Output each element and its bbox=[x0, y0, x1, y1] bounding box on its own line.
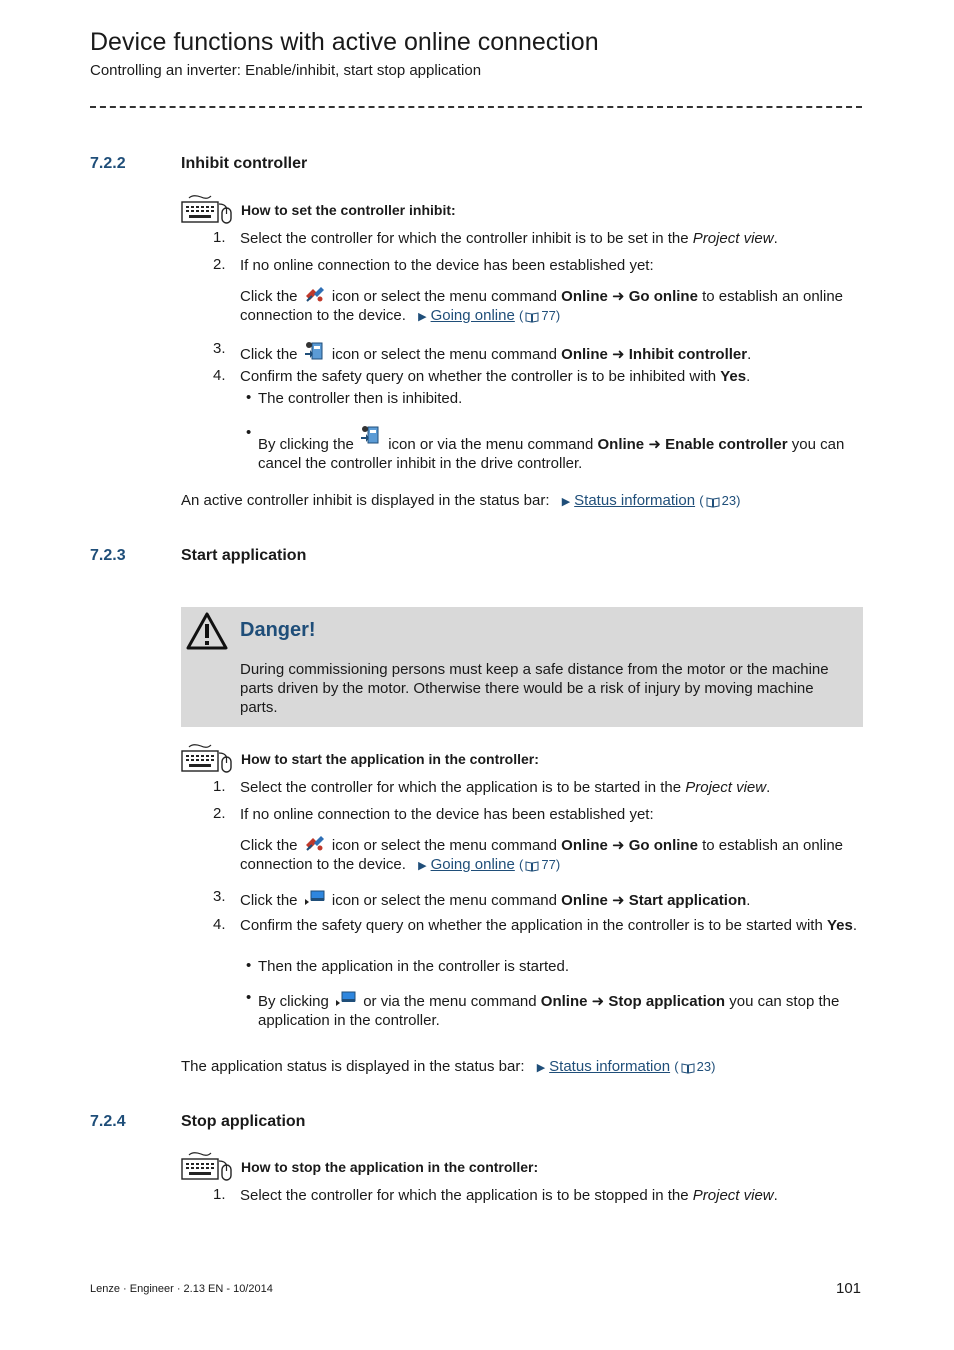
keyboard-mouse-icon bbox=[181, 194, 233, 226]
page-subtitle: Controlling an inverter: Enable/inhibit, start stop application bbox=[90, 62, 482, 79]
step-number: 3. bbox=[213, 340, 226, 357]
step-text: Click the icon or select the menu command Online ➜ Inhibit controller. bbox=[240, 340, 865, 364]
inhibit-controller-icon[interactable] bbox=[304, 340, 326, 362]
bullet-text: The controller then is inhibited. bbox=[258, 390, 463, 407]
book-icon bbox=[706, 496, 720, 508]
bullet: • bbox=[246, 989, 252, 1006]
bullet: • bbox=[246, 957, 252, 974]
keyboard-mouse-icon bbox=[181, 743, 233, 775]
section-number: 7.2.3 bbox=[90, 547, 126, 564]
page-reference[interactable]: ( 77) bbox=[519, 308, 561, 323]
page-reference[interactable]: ( 23) bbox=[699, 493, 741, 508]
step-number: 2. bbox=[213, 805, 226, 822]
status-paragraph: The application status is displayed in the status bar: ▶ Status information ( 23) bbox=[181, 1058, 716, 1075]
danger-title: Danger! bbox=[240, 619, 316, 641]
section-title: Start application bbox=[181, 547, 307, 564]
step-text: If no online connection to the device has been established yet: bbox=[240, 257, 654, 274]
step-number: 1. bbox=[213, 229, 226, 246]
section-number: 7.2.2 bbox=[90, 155, 126, 172]
page-reference[interactable]: ( 77) bbox=[519, 857, 561, 872]
page-title: Device functions with active online connection bbox=[90, 28, 599, 56]
going-online-link[interactable]: Going online bbox=[430, 856, 515, 873]
go-online-icon[interactable] bbox=[304, 284, 326, 304]
bullet: • bbox=[246, 389, 252, 406]
start-application-icon[interactable] bbox=[304, 888, 326, 908]
stop-application-icon[interactable] bbox=[335, 989, 357, 1009]
bullet-text: By clicking or via the menu command Online ➜ Stop application you can stop the application in the controller. bbox=[258, 989, 858, 1030]
howto-heading bbox=[181, 743, 539, 775]
book-icon bbox=[525, 860, 539, 872]
step-text: Confirm the safety query on whether the controller is to be inhibited with Yes. bbox=[240, 368, 751, 385]
section-number: 7.2.4 bbox=[90, 1113, 126, 1130]
book-icon bbox=[681, 1062, 695, 1074]
step-text: Click the icon or select the menu command Online ➜ Start application. bbox=[240, 888, 865, 910]
page-reference[interactable]: ( 23) bbox=[674, 1059, 716, 1074]
bullet-text: By clicking the icon or via the menu command Online ➜ Enable controller you can cancel the controller inhibit in the drive controller. bbox=[258, 424, 858, 473]
link-arrow-icon: ▶ bbox=[561, 496, 571, 508]
link-arrow-icon: ▶ bbox=[418, 860, 427, 872]
step-text: Select the controller for which the controller inhibit is to be set in the Project view. bbox=[240, 230, 778, 247]
footer-text: Lenze · Engineer · 2.13 EN - 10/2014 bbox=[90, 1283, 273, 1295]
danger-text: During commissioning persons must keep a safe distance from the motor or the machine parts driven by the motor. Otherwise there would be a risk of injury by moving machine parts. bbox=[240, 661, 829, 716]
step-number: 4. bbox=[213, 367, 226, 384]
bullet: • bbox=[246, 424, 252, 441]
step-number: 2. bbox=[213, 256, 226, 273]
step-number: 3. bbox=[213, 888, 226, 905]
status-paragraph: An active controller inhibit is displayed in the status bar: ▶ Status information ( 23) bbox=[181, 492, 741, 509]
status-information-link[interactable]: Status information bbox=[574, 492, 696, 509]
book-icon bbox=[525, 311, 539, 323]
howto-heading bbox=[181, 194, 456, 226]
link-arrow-icon: ▶ bbox=[418, 311, 427, 323]
enable-controller-icon[interactable] bbox=[360, 424, 382, 446]
howto-label: How to stop the application in the controller: bbox=[241, 1159, 539, 1175]
howto-label: How to set the controller inhibit: bbox=[241, 202, 456, 218]
step-number: 1. bbox=[213, 778, 226, 795]
step-detail: Click the icon or select the menu command Online ➜ Go online to establish an online connection to the device. ▶ Going online ( 77) bbox=[240, 833, 865, 876]
keyboard-mouse-icon bbox=[181, 1151, 233, 1183]
header-divider bbox=[90, 106, 862, 108]
step-text: Confirm the safety query on whether the application in the controller is to be started with Yes. bbox=[240, 917, 858, 934]
status-information-link[interactable]: Status information bbox=[549, 1058, 671, 1075]
section-title: Stop application bbox=[181, 1113, 306, 1130]
step-detail: Click the icon or select the menu command Online ➜ Go online to establish an online connection to the device. ▶ Going online ( 77) bbox=[240, 284, 865, 327]
section-title: Inhibit controller bbox=[181, 155, 308, 172]
step-text: Select the controller for which the application is to be started in the Project view. bbox=[240, 779, 771, 796]
step-text: Select the controller for which the application is to be stopped in the Project view. bbox=[240, 1187, 778, 1204]
warning-triangle-icon bbox=[185, 611, 229, 651]
page-number: 101 bbox=[836, 1280, 862, 1297]
link-arrow-icon: ▶ bbox=[536, 1062, 546, 1074]
going-online-link[interactable]: Going online bbox=[430, 307, 515, 324]
step-text: If no online connection to the device has been established yet: bbox=[240, 806, 654, 823]
bullet-text: Then the application in the controller is started. bbox=[258, 958, 570, 975]
step-number: 4. bbox=[213, 916, 226, 933]
go-online-icon[interactable] bbox=[304, 833, 326, 853]
step-number: 1. bbox=[213, 1186, 226, 1203]
howto-label: How to start the application in the controller: bbox=[241, 751, 539, 767]
howto-heading bbox=[181, 1151, 538, 1183]
